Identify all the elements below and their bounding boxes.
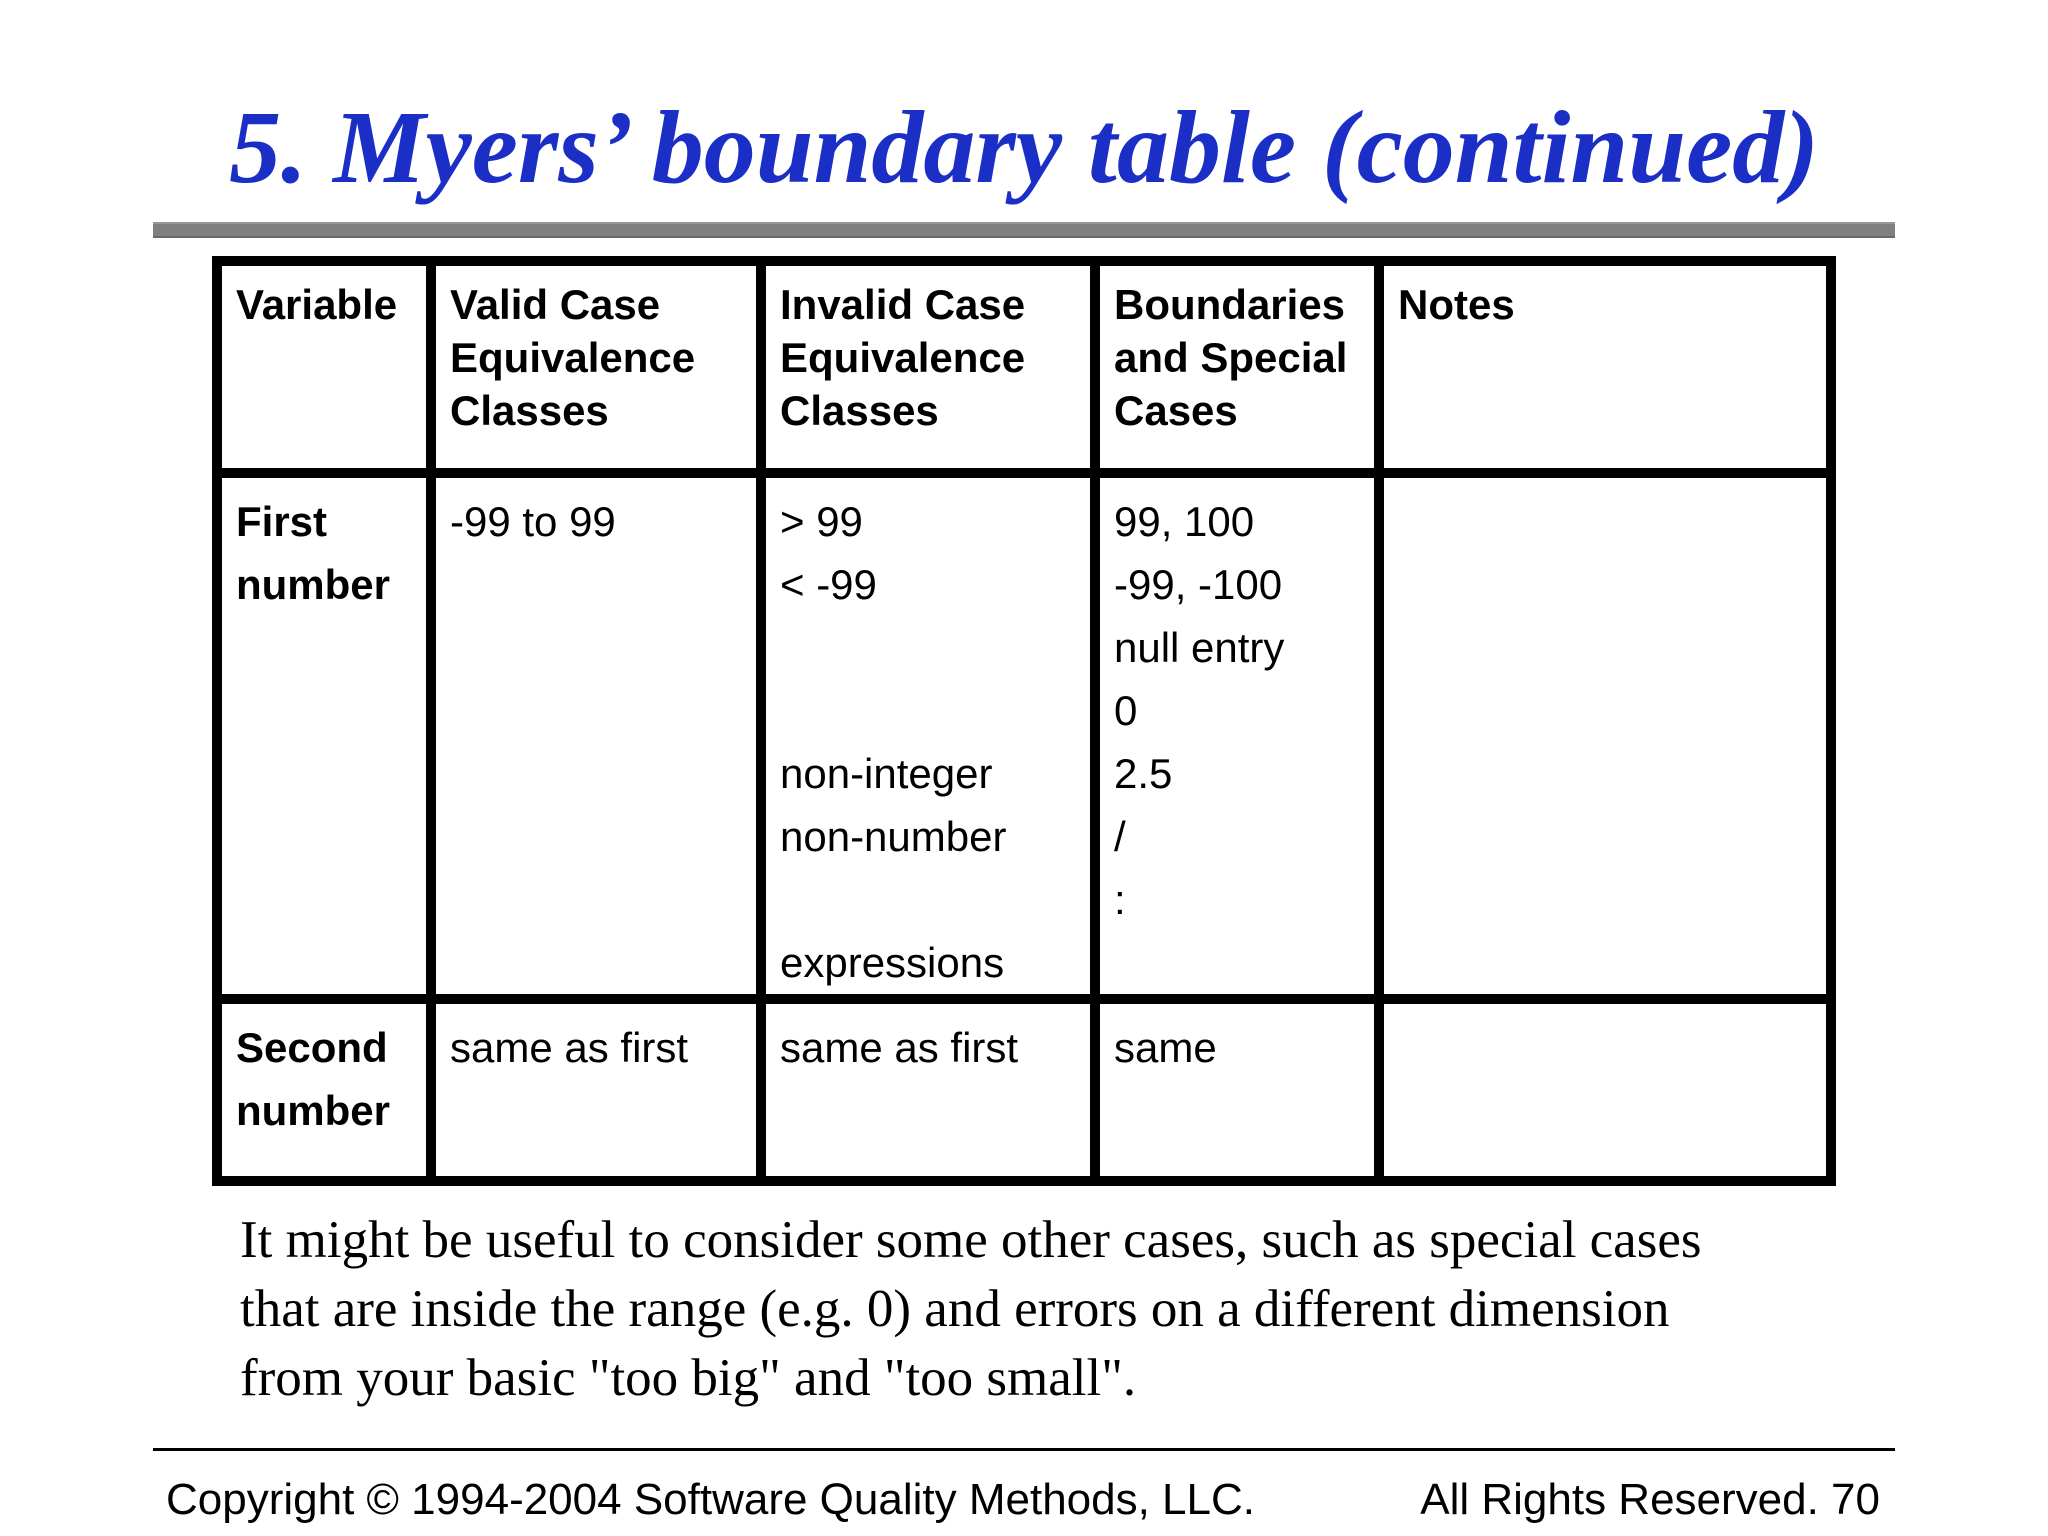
cell-line <box>780 679 1076 742</box>
footer-rights-page: All Rights Reserved. 70 <box>1420 1475 1880 1524</box>
cell-line <box>780 616 1076 679</box>
cell-line: < -99 <box>780 561 877 608</box>
footer-divider <box>153 1448 1895 1451</box>
header-invalid-case: Invalid Case Equivalence Classes <box>761 261 1095 473</box>
boundary-table <box>212 256 1836 1186</box>
cell-line: 2.5 <box>1114 750 1173 797</box>
row-notes <box>1379 473 1831 999</box>
cell-line <box>780 868 1076 931</box>
row-valid: same as first <box>431 999 761 1181</box>
table-header-row <box>217 261 1831 473</box>
table-row <box>217 999 1831 1181</box>
table-row <box>217 473 1831 999</box>
header-valid-case: Valid Case Equivalence Classes <box>431 261 761 473</box>
cell-line: 0 <box>1114 687 1138 734</box>
cell-line: non-number <box>780 813 1007 860</box>
header-notes: Notes <box>1379 261 1831 473</box>
explanatory-paragraph: It might be useful to consider some other cases, such as special cases that are inside the range (e.g. 0) and errors on a different dimension from your basic "too big" and "too small". <box>240 1211 1702 1407</box>
row-variable: First number <box>217 473 431 999</box>
slide-title: 5. Myers’ boundary table (continued) <box>229 90 1819 205</box>
row-valid: -99 to 99 <box>431 473 761 999</box>
cell-line: -99, -100 <box>1114 561 1283 608</box>
cell-line: expressions <box>780 939 1005 986</box>
cell-line: : <box>1114 876 1126 923</box>
cell-line: 99, 100 <box>1114 498 1255 545</box>
row-boundaries <box>1095 473 1379 999</box>
cell-line: null entry <box>1114 624 1285 671</box>
cell-line: > 99 <box>780 498 863 545</box>
row-invalid <box>761 999 1095 1181</box>
cell-line: same <box>1114 1024 1217 1071</box>
row-invalid <box>761 473 1095 999</box>
cell-line: / <box>1114 813 1126 860</box>
row-variable: Second number <box>217 999 431 1181</box>
row-notes <box>1379 999 1831 1181</box>
header-boundaries: Boundaries and Special Cases <box>1095 261 1379 473</box>
cell-line: same as first <box>780 1024 1019 1071</box>
cell-line: non-integer <box>780 750 993 797</box>
row-boundaries <box>1095 999 1379 1181</box>
footer-copyright: Copyright © 1994-2004 Software Quality Methods, LLC. <box>166 1475 1255 1524</box>
header-variable: Variable <box>217 261 431 473</box>
title-divider <box>153 222 1895 238</box>
